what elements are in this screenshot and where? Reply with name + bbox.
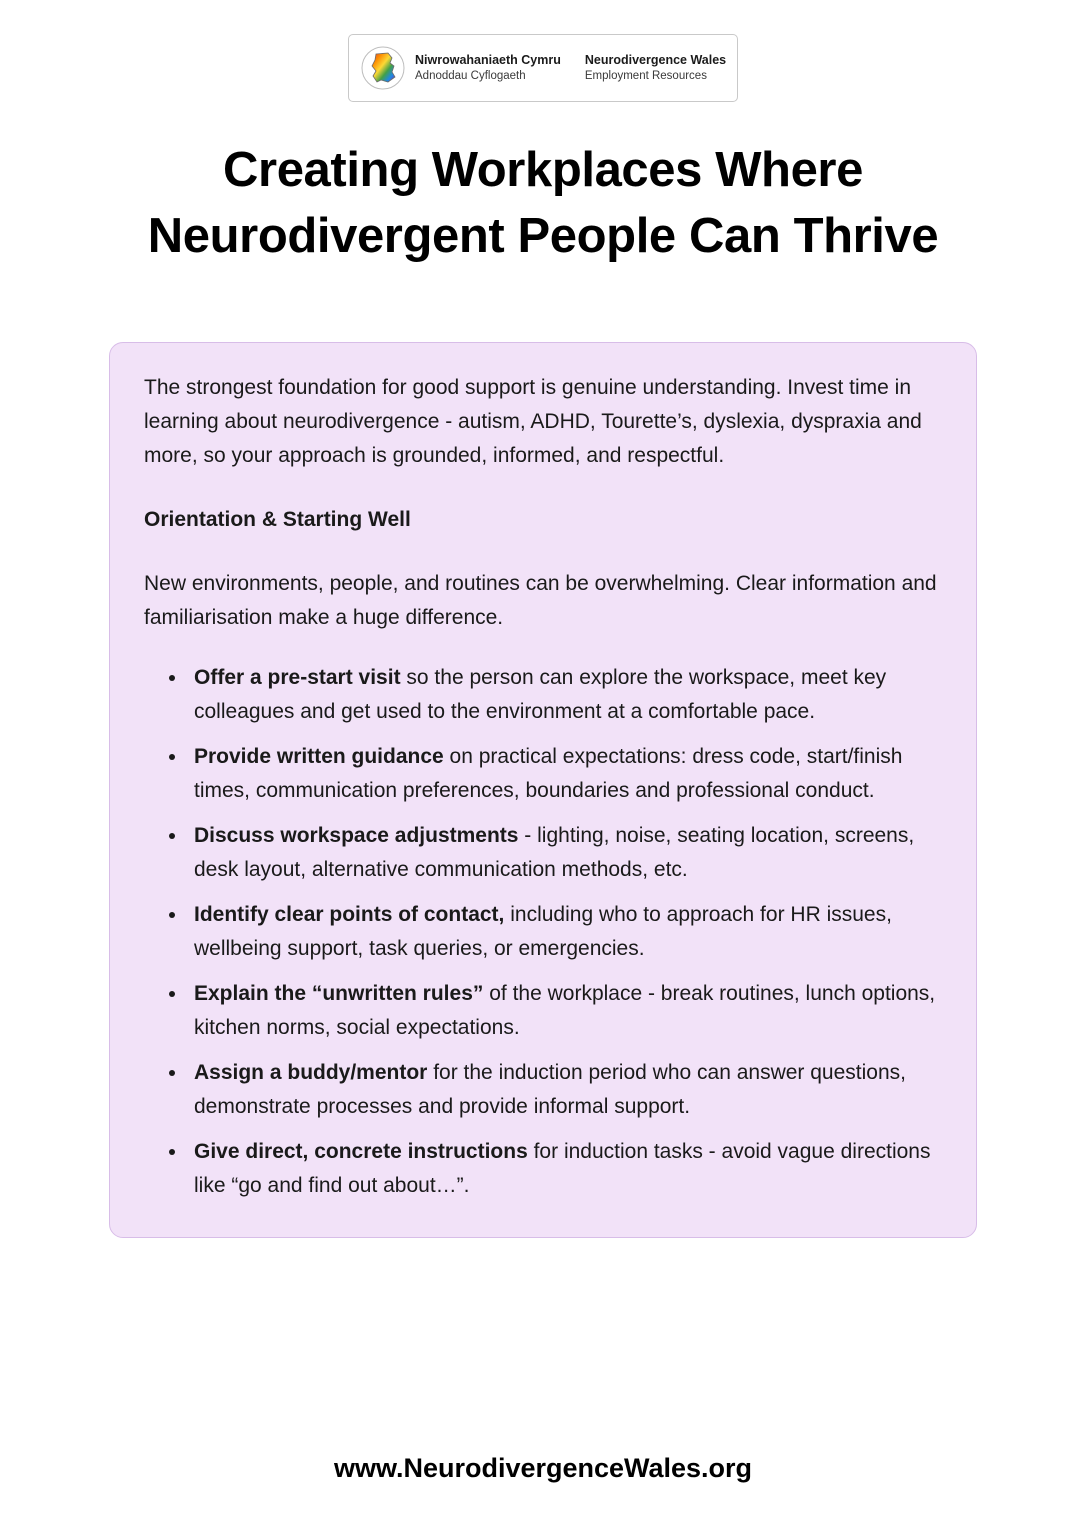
- content-panel: [109, 342, 977, 1238]
- list-item-lead: Identify clear points of contact,: [194, 903, 505, 927]
- list-item-rest: for the induction period who can answer questions, demonstrate processes and provide informal support.: [194, 1061, 906, 1119]
- logo-welsh-title: Niwrowahaniaeth Cymru: [415, 53, 561, 67]
- list-item-rest: on practical expectations: dress code, start/finish times, communication preferences, boundaries and professional conduct.: [194, 745, 903, 803]
- page-title: Creating Workplaces Where Neurodivergent People Can Thrive: [147, 143, 939, 263]
- list-item-lead: Give direct, concrete instructions: [194, 1140, 528, 1164]
- list-item-lead: Explain the “unwritten rules”: [194, 982, 484, 1006]
- list-item: [188, 661, 942, 729]
- logo-welsh-text: [415, 53, 573, 83]
- section-paragraph: New environments, people, and routines can be overwhelming. Clear information and familiarisation make a huge difference.: [144, 572, 937, 630]
- footer-website[interactable]: www.NeurodivergenceWales.org: [333, 1453, 753, 1483]
- list-item: [188, 898, 942, 966]
- list-item-rest: for induction tasks - avoid vague directions like “go and find out about…”.: [194, 1140, 931, 1198]
- list-item-lead: Discuss workspace adjustments: [194, 824, 519, 848]
- list-item-rest: so the person can explore the workspace, meet key colleagues and get used to the environment at a comfortable pace.: [194, 666, 887, 724]
- wales-map-rainbow-icon: [361, 46, 405, 90]
- list-item-lead: Provide written guidance: [194, 745, 444, 769]
- list-item-rest: including who to approach for HR issues, wellbeing support, task queries, or emergencies.: [194, 903, 892, 961]
- list-item-rest: - lighting, noise, seating location, screens, desk layout, alternative communication methods, etc.: [194, 824, 915, 882]
- list-item: [188, 1135, 942, 1203]
- logo-english-text: [585, 53, 726, 83]
- list-item-lead: Offer a pre-start visit: [194, 666, 401, 690]
- brand-logo: [348, 34, 738, 102]
- logo-welsh-subtitle: Adnoddau Cyflogaeth: [415, 69, 526, 82]
- logo-english-title: Neurodivergence Wales: [584, 53, 727, 67]
- list-item-rest: of the workplace - break routines, lunch options, kitchen norms, social expectations.: [194, 982, 936, 1040]
- section-subheading: Orientation & Starting Well: [144, 508, 411, 532]
- list-item: [188, 1056, 942, 1124]
- list-item: [188, 740, 942, 808]
- list-item: [188, 977, 942, 1045]
- logo-english-subtitle: Employment Resources: [584, 69, 707, 82]
- intro-paragraph: The strongest foundation for good support is genuine understanding. Invest time in learning about neurodivergence - autism, ADHD, Tourette’s, dyslexia, dyspraxia and more, so your approach is grounded, informed, and respectful.: [144, 376, 922, 468]
- list-item-lead: Assign a buddy/mentor: [194, 1061, 428, 1085]
- list-item: [188, 819, 942, 887]
- tips-list: [144, 661, 942, 1203]
